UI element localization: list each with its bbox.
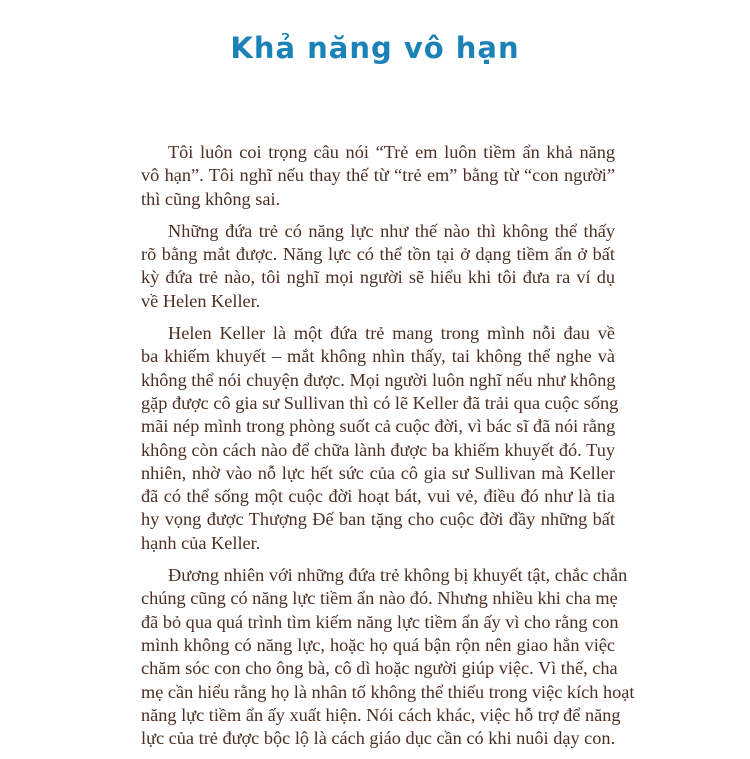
paragraph [141, 564, 635, 750]
text-line: hy vọng được Thượng Đế ban tặng cho cuộc đời đầy những bất [141, 509, 615, 530]
text-line: vô hạn”. Tôi nghĩ nếu thay thế từ “trẻ em” bằng từ “con người” [141, 165, 615, 186]
text-line: thì cũng không sai. [141, 188, 281, 209]
paragraph [141, 322, 619, 555]
text-line: mẹ cần hiểu rằng họ là nhân tố không thể thiếu trong việc kích hoạt [141, 681, 635, 702]
text-line: đã có thể sống một cuộc đời hoạt bát, vui vẻ, điều đó như là tia [141, 486, 615, 507]
text-line: Đương nhiên với những đứa trẻ không bị khuyết tật, chắc chắn [168, 565, 628, 586]
paragraph [141, 141, 615, 211]
text-line: Helen Keller là một đứa trẻ mang trong mình nỗi đau về [168, 323, 615, 344]
chapter-title: Khả năng vô hạn [230, 31, 520, 66]
text-line: gặp được cô gia sư Sullivan thì có lẽ Keller đã trải qua cuộc sống [141, 392, 619, 413]
text-line: mình không có năng lực, hoặc họ quá bận rộn nên giao hẳn việc [141, 634, 615, 655]
text-line: mãi nép mình trong phòng suốt cả cuộc đời, vì bác sĩ đã nói rằng [141, 416, 616, 437]
body-text [141, 141, 635, 759]
text-line: năng lực tiềm ẩn ấy xuất hiện. Nói cách khác, việc hỗ trợ để năng [141, 704, 621, 725]
text-line: chăm sóc con cho ông bà, cô dì hoặc người giúp việc. Vì thế, cha [141, 658, 618, 679]
text-line: chúng cũng có năng lực tiềm ẩn nào đó. Nhưng nhiều khi cha mẹ [141, 588, 618, 609]
paragraph [141, 220, 615, 313]
text-line: về Helen Keller. [141, 290, 261, 311]
text-line: không còn cách nào để chữa lành được ba khiếm khuyết đó. Tuy [141, 439, 615, 460]
text-line: lực của trẻ được bộc lộ là cách giáo dục cần có khi nuôi dạy con. [141, 728, 616, 749]
text-line: kỳ đứa trẻ nào, tôi nghĩ mọi người sẽ hiểu khi tôi đưa ra ví dụ [141, 267, 615, 288]
text-line: Tôi luôn coi trọng câu nói “Trẻ em luôn tiềm ẩn khả năng [168, 142, 615, 162]
text-line: hạnh của Keller. [141, 532, 261, 553]
text-line: đã bỏ qua quá trình tìm kiếm năng lực tiềm ẩn ấy vì cho rằng con [141, 611, 619, 632]
text-line: không thể nói chuyện được. Mọi người luôn nghĩ nếu như không [141, 369, 616, 390]
text-line: ba khiếm khuyết – mắt không nhìn thấy, tai không thể nghe và [141, 346, 615, 367]
text-line: rõ bằng mắt được. Năng lực có thể tồn tại ở dạng tiềm ẩn ở bất [141, 244, 615, 265]
text-line: Những đứa trẻ có năng lực như thế nào thì không thể thấy [168, 220, 615, 241]
text-line: nhiên, nhờ vào nỗ lực hết sức của cô gia sư Sullivan mà Keller [141, 462, 615, 483]
